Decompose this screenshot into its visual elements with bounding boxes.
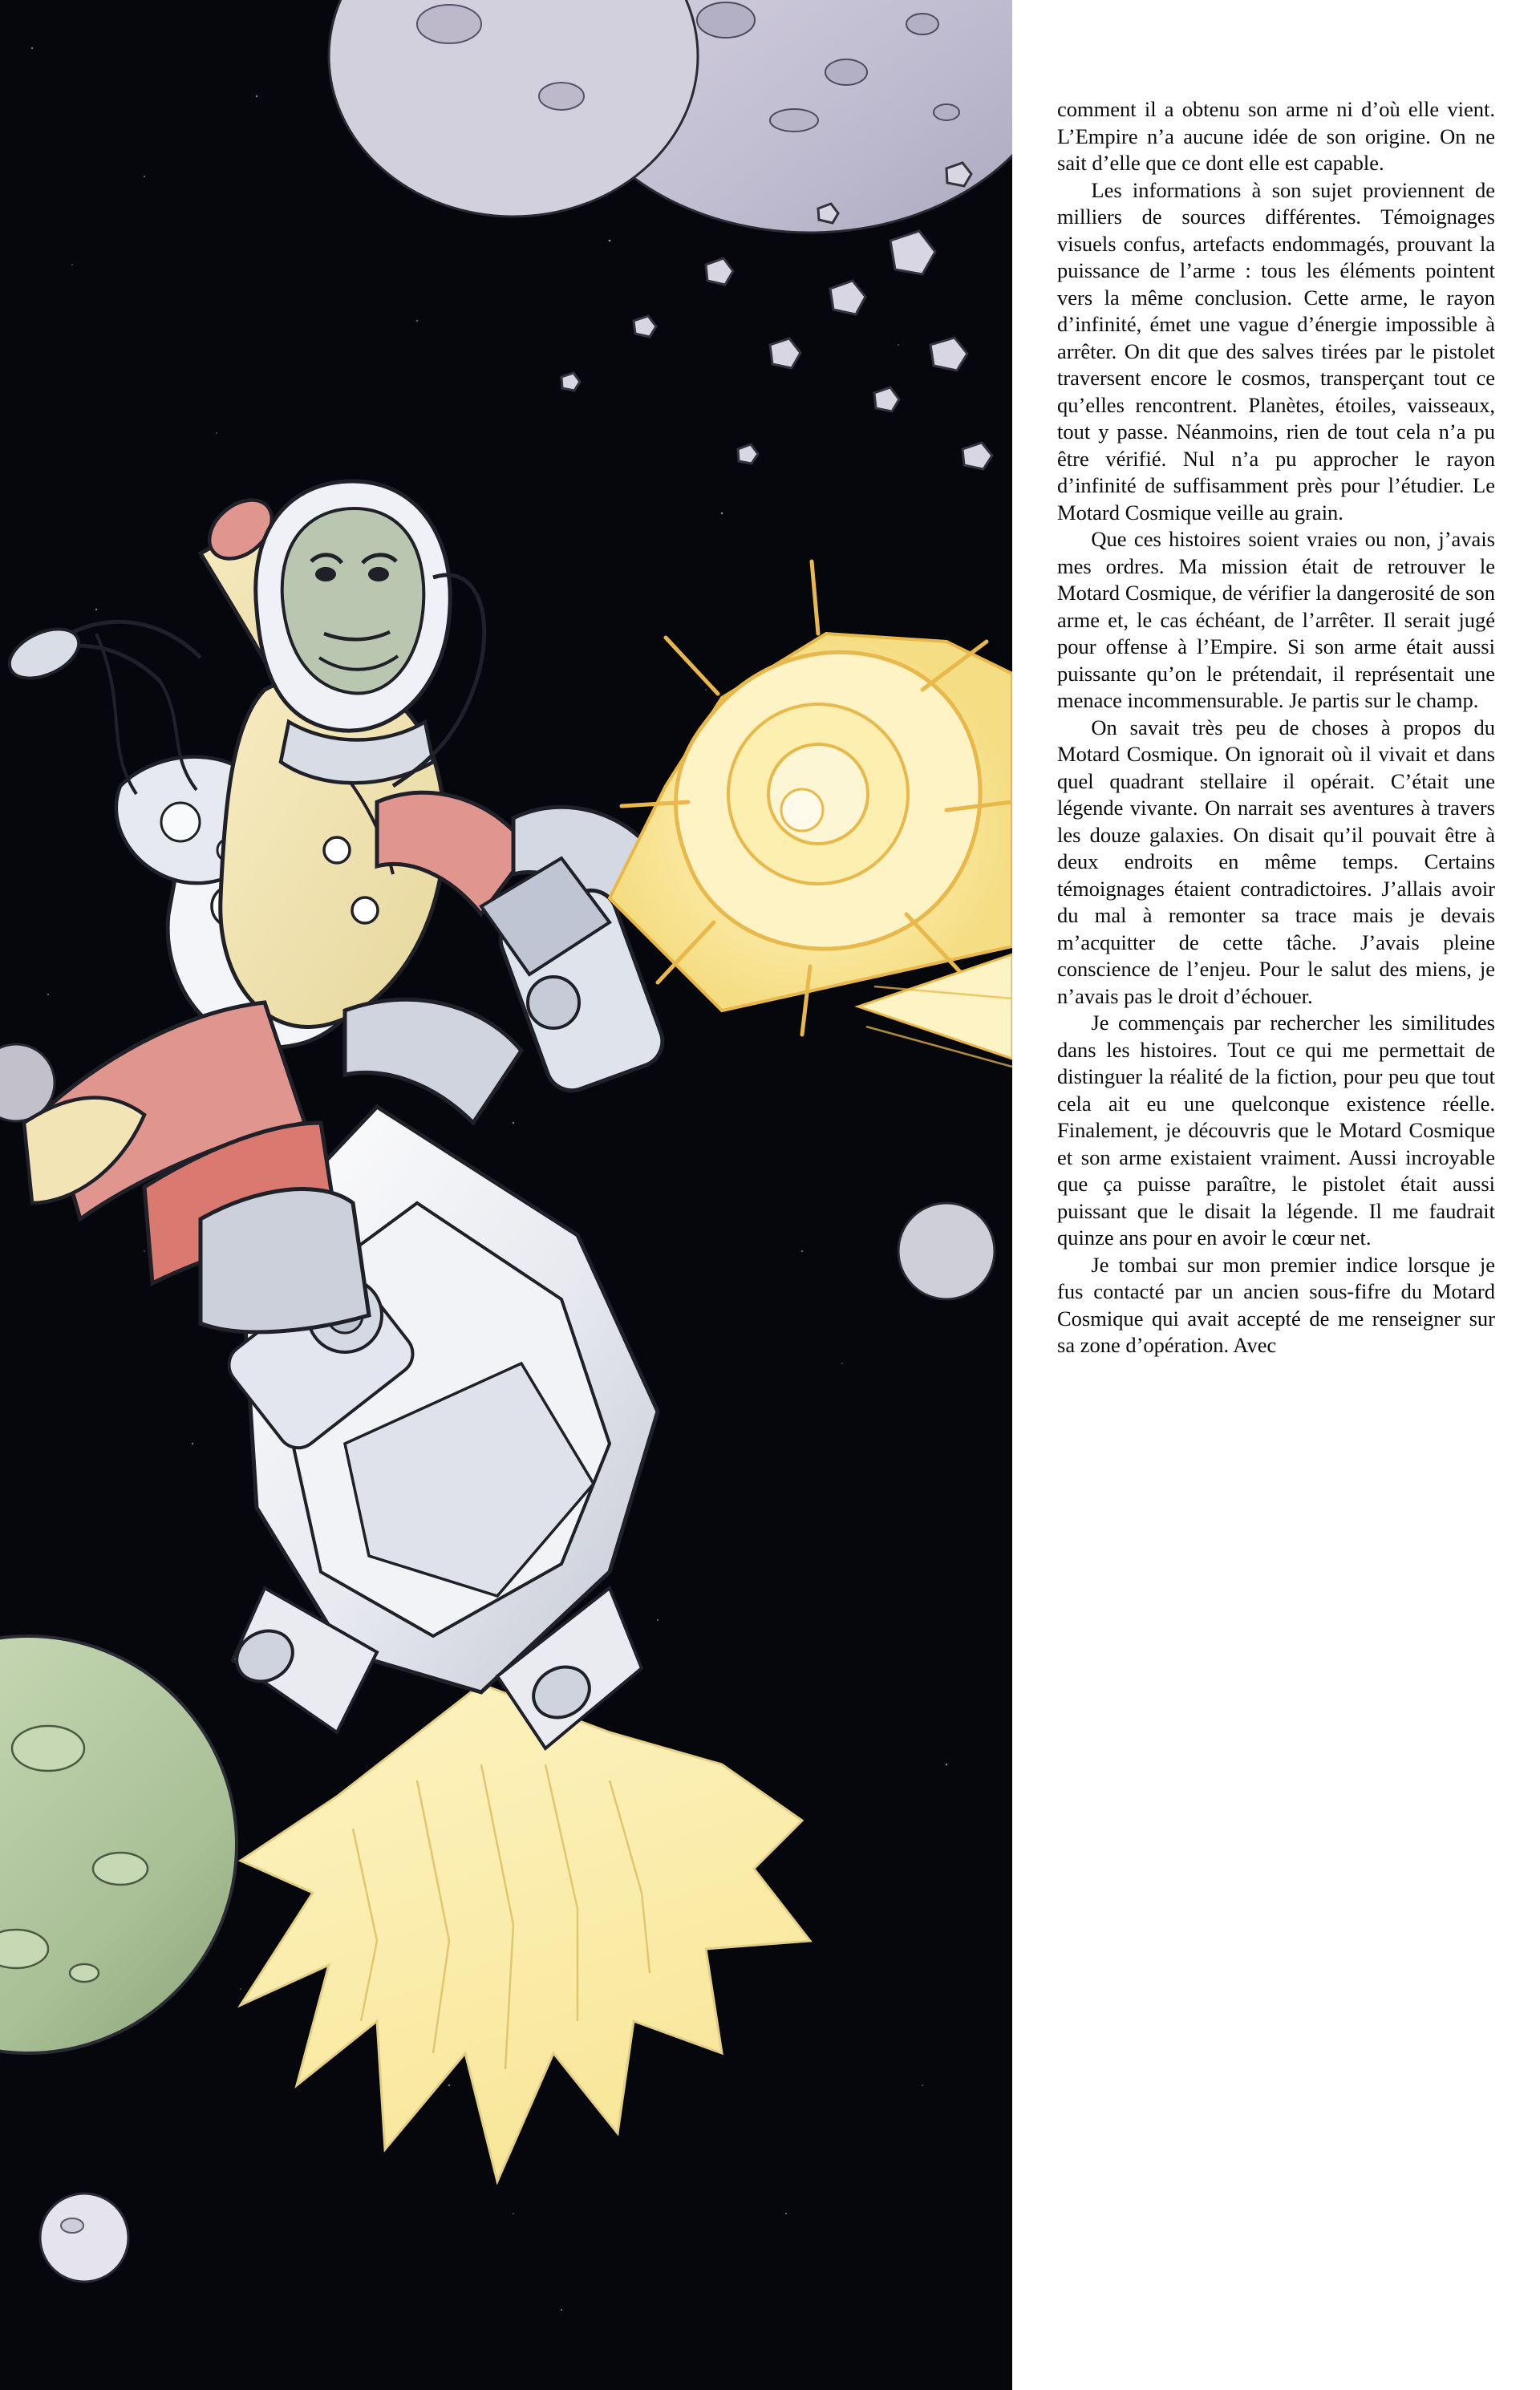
planetoid-right-mid [898,1203,995,1299]
paragraph: Je commençais par rechercher les similitudes dans les histoires. Tout ce qui me permettait de distinguer la réalité de la fiction, pour peu que tout cela ait eu une quelconque existence réelle. Finalement, je découvris que le Motard Cosmique et son arme existaient vraiment. Aussi incroyable que ça puisse paraître, le pistolet était aussi puissant que le disait la légende. Il me faudrait quinze ans pour en avoir le cœur net. [1057,1011,1495,1250]
rider-helmet [256,481,484,786]
paragraph: comment il a obtenu son arme ni d’où elle vient. L’Empire n’a aucune idée de son origine. On ne sait d’elle que ce dont elle est capable. [1057,97,1495,175]
paragraph: Les informations à son sujet proviennent de milliers de sources différentes. Témoignages visuels confus, artefacts endommagés, prouvant la puissance de l’arme : tous les éléments pointent vers la même conclusion. Cette arme, le rayon d’infinité, émet une vague d’énergie impossible à arrêter. On dit que des salves tirées par le pistolet traversent encore le cosmos, transperçant tout ce qu’elles rencontrent. Planètes, étoiles, vaisseaux, tout y passe. Néanmoins, rien de tout cela n’a pu être vérifié. Nul n’a pu approcher le rayon d’infinité de suffisamment près pour l’étudier. Le Motard Cosmique veille au grain. [1057,177,1495,525]
planetoid-small-bottom [40,2194,128,2282]
prose-block [1057,96,1495,1359]
energy-blast [610,561,1012,1059]
planetoid-bottom-left [0,1636,237,2053]
text-column [1035,0,1540,2390]
paragraph: Je tombai sur mon premier indice lorsque je fus contacté par un ancien sous-fifre du Motard Cosmique qui avait accepté de me renseigner sur sa zone d’opération. Avec [1057,1252,1495,1357]
page-gutter [1012,0,1035,2390]
engine-flame [241,1684,810,2181]
paragraph: Que ces histoires soient vraies ou non, j’avais mes ordres. Ma mission était de retrouver le Motard Cosmique, de vérifier la dangerosité de son arme et, le cas échéant, de l’arrêter. Il serait jugé pour offense à l’Empire. Si son arme était aussi puissante qu’on le prétendait, il représentait une menace incommensurable. Je partis sur le champ. [1057,527,1495,712]
paragraph: On savait très peu de choses à propos du Motard Cosmique. On ignorait où il vivait et dans quel quadrant stellaire il opérait. C’était une légende vivante. On narrait ses aventures à travers les douze galaxies. On disait qu’il pouvait être à deux endroits en même temps. Certains témoignages étaient contradictoires. J’allais avoir du mal à remonter sa trace mais je devais m’acquitter de cette tâche. J’avais pleine conscience de l’enjeu. Pour le salut des miens, je n’avais pas le droit d’échouer. [1057,715,1495,1008]
